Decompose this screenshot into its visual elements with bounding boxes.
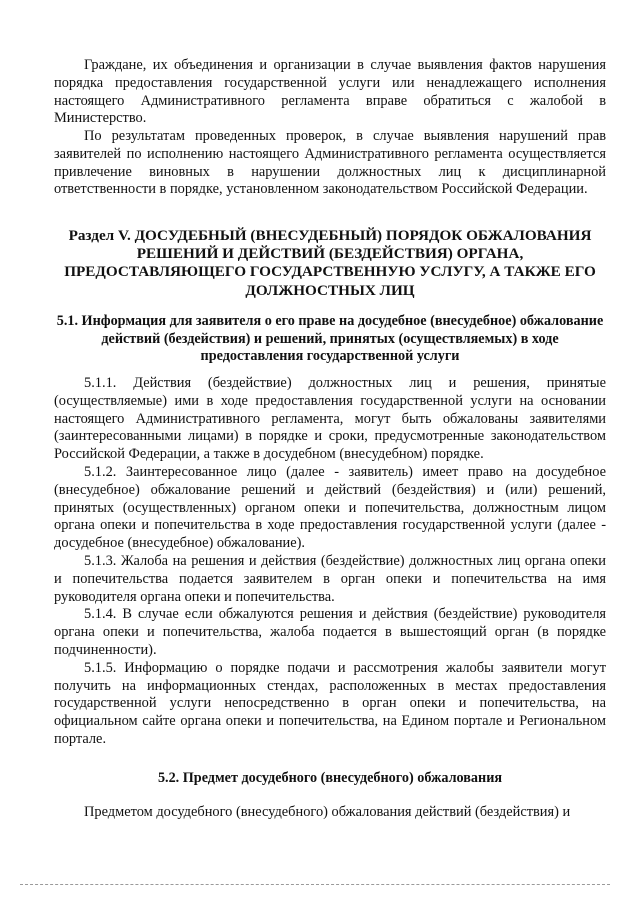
section-title: Раздел V. ДОСУДЕБНЫЙ (ВНЕСУДЕБНЫЙ) ПОРЯДОК ОБЖАЛОВАНИЯ РЕШЕНИЙ И ДЕЙСТВИЙ (БЕЗДЕЙСТВИЯ) ОРГАНА, ПРЕДОСТАВЛЯЮЩЕГО ГОСУДАРСТВЕННУЮ УСЛУГУ, А ТАКЖЕ ЕГО ДОЛЖНОСТНЫХ ЛИЦ <box>64 227 596 299</box>
paragraph-5-1-1: 5.1.1. Действия (бездействие) должностных лиц и решения, принятые (осуществляемые) ими в ходе предоставления государственной услуги на основании настоящего Административного регламента, могут быть обжалованы заявителями (заинтересованными лицами) в порядке и сроки, предусмотренные законодательством Российской Федерации, а также в досудебном (внесудебном) порядке. <box>54 375 606 463</box>
subsection-5-1-heading: 5.1. Информация для заявителя о его праве на досудебное (внесудебное) обжалование действий (бездействия) и решений, принятых (осуществляемых) в ходе предоставления государственной услуги <box>56 313 604 365</box>
subsection-5-2-heading: 5.2. Предмет досудебного (внесудебного) обжалования <box>157 770 503 786</box>
paragraph-5-1-3: 5.1.3. Жалоба на решения и действия (бездействие) должностных лиц органа опеки и попечительства подается заявителем в орган опеки и попечительства на имя руководителя органа опеки и попечительства. <box>54 552 606 605</box>
intro-paragraph-1: Граждане, их объединения и организации в случае выявления фактов нарушения порядка предоставления государственной услуги или ненадлежащего исполнения настоящего Административного регламента вправе обратиться с жалобой в Министерство. <box>54 57 606 127</box>
footer-divider <box>20 884 610 885</box>
paragraph-5-1-5: 5.1.5. Информацию о порядке подачи и рассмотрения жалобы заявители могут получить на информационных стендах, расположенных в местах предоставления государственной услуги непосредственно в орган опеки и попечительства, на официальном сайте органа опеки и попечительства, на Едином портале и Региональном портале. <box>54 659 606 747</box>
paragraph-5-1-2: 5.1.2. Заинтересованное лицо (далее - заявитель) имеет право на досудебное (внесудебное) обжалование решений и действий (бездействия) и (или) решений, принятых (осуществленных) органом опеки и попечительства, должностным лицом органа опеки и попечительства в ходе предоставления государственной услуги (далее - досудебное (внесудебное) обжалование). <box>54 463 606 552</box>
subsection-5-2-paragraph: Предметом досудебного (внесудебного) обжалования действий (бездействия) и <box>84 804 571 820</box>
subsection-5-1-body <box>54 375 606 749</box>
paragraph-5-1-4: 5.1.4. В случае если обжалуются решения и действия (бездействие) руководителя органа опеки и попечительства, жалоба подается в вышестоящий орган (в порядке подчиненности). <box>54 606 606 658</box>
intro-paragraph-2: По результатам проведенных проверок, в случае выявления нарушений прав заявителей по исполнению настоящего Административного регламента осуществляется привлечение виновных в нарушении должностных лиц к дисциплинарной ответственности в порядке, установленном законодательством Российской Федерации. <box>54 128 606 198</box>
